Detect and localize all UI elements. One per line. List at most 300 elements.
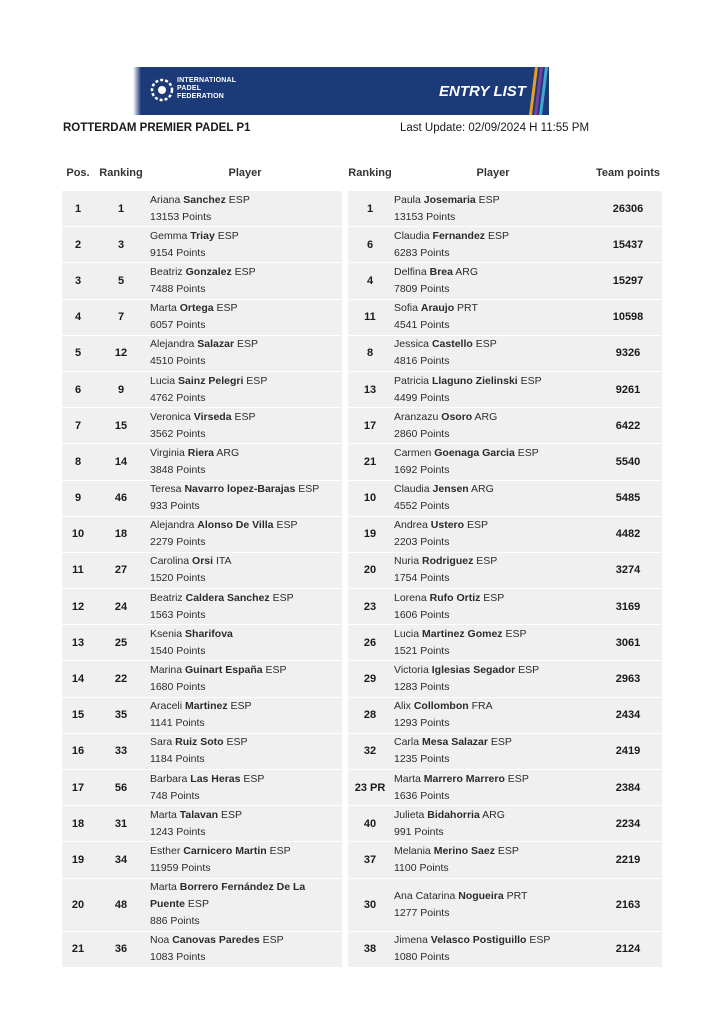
team-points-cell: 26306 <box>594 191 662 227</box>
player-name <box>394 517 594 534</box>
player-name <box>394 192 594 209</box>
table-header-row <box>62 156 662 191</box>
player-nationality: ESP <box>514 446 539 459</box>
ranking-cell: 1 <box>94 191 148 227</box>
player-nationality: ARG <box>452 265 479 278</box>
player-nationality: ESP <box>464 519 488 532</box>
player-cell <box>148 878 342 931</box>
player-points: 4762 Points <box>150 391 206 404</box>
player-first-name: Carla <box>394 736 423 749</box>
player-name <box>150 771 342 788</box>
ranking-cell: 6 <box>348 227 392 263</box>
ranking-cell: 38 <box>348 931 392 967</box>
ranking-cell: 4 <box>348 263 392 299</box>
player-nationality: ESP <box>487 736 512 749</box>
position-cell: 13 <box>62 625 94 661</box>
ranking-cell: 37 <box>348 842 392 878</box>
ranking-cell: 7 <box>94 299 148 335</box>
player-nationality: ARG <box>479 808 505 821</box>
table-row <box>62 371 662 407</box>
position-cell: 17 <box>62 770 94 806</box>
player-nationality: ESP <box>494 844 519 857</box>
player-first-name: Marta <box>150 881 180 894</box>
player-points: 2203 Points <box>394 536 450 549</box>
player-last-name: Martinez Gomez <box>422 627 503 640</box>
player-nationality: ARG <box>472 410 498 423</box>
ranking-cell: 21 <box>348 444 392 480</box>
player-name <box>394 807 594 824</box>
player-cell <box>148 806 342 842</box>
ranking-cell: 26 <box>348 625 392 661</box>
position-cell: 11 <box>62 552 94 588</box>
ranking-cell: 28 <box>348 697 392 733</box>
player-last-name: Ustero <box>430 519 465 532</box>
table-row <box>62 770 662 806</box>
player-cell <box>148 263 342 299</box>
player-cell <box>148 589 342 625</box>
player-points: 1293 Points <box>394 717 450 730</box>
player-name <box>150 264 342 281</box>
player-cell <box>148 842 342 878</box>
player-name <box>150 662 342 679</box>
player-name <box>150 445 342 462</box>
player-name <box>394 228 594 245</box>
player-first-name: Beatriz <box>150 591 186 604</box>
player-first-name: Lucia <box>394 627 423 640</box>
player-cell <box>148 408 342 444</box>
player-cell <box>148 480 342 516</box>
player-cell <box>392 552 594 588</box>
team-points-cell: 15297 <box>594 263 662 299</box>
player-points: 1100 Points <box>394 861 449 874</box>
player-first-name: Carmen <box>394 446 435 459</box>
player-points: 3848 Points <box>150 463 206 476</box>
player-nationality: ITA <box>213 555 232 568</box>
position-cell: 2 <box>62 227 94 263</box>
player-nationality: ESP <box>526 934 551 947</box>
player-nationality: ESP <box>485 229 509 242</box>
player-first-name: Gemma <box>150 229 191 242</box>
player-name <box>150 300 342 317</box>
ranking-cell: 34 <box>94 842 148 878</box>
player-cell <box>392 263 594 299</box>
player-points: 1283 Points <box>394 681 450 694</box>
player-last-name: Bidahorria <box>427 808 480 821</box>
player-points: 933 Points <box>150 500 200 513</box>
player-first-name: Aranzazu <box>394 410 442 423</box>
player-nationality: ESP <box>240 772 265 785</box>
col-player-2: Player <box>476 167 510 179</box>
entry-list-banner <box>133 67 549 115</box>
player-last-name: Collombon <box>413 700 469 713</box>
player-name <box>394 590 594 607</box>
team-points-cell: 4482 <box>594 516 662 552</box>
team-points-cell: 2384 <box>594 770 662 806</box>
ranking-cell: 24 <box>94 589 148 625</box>
ranking-cell: 13 <box>348 371 392 407</box>
player-points: 1540 Points <box>150 644 206 657</box>
padel-federation-logo-icon <box>149 76 175 104</box>
player-nationality: ESP <box>262 664 287 677</box>
player-cell <box>392 878 594 931</box>
team-points-cell: 3274 <box>594 552 662 588</box>
player-first-name: Esther <box>150 844 184 857</box>
ranking-cell: 46 <box>94 480 148 516</box>
player-nationality: ESP <box>243 374 268 387</box>
player-last-name: Virseda <box>193 410 232 423</box>
ranking-cell: 14 <box>94 444 148 480</box>
player-nationality: ESP <box>472 338 497 351</box>
player-last-name: Velasco Postiguillo <box>430 934 527 947</box>
player-last-name: Josemaria <box>423 193 476 206</box>
player-last-name: Riera <box>187 446 215 459</box>
player-nationality: ESP <box>259 934 284 947</box>
federation-line-2: PADEL <box>177 85 202 92</box>
player-first-name: Victoria <box>394 664 432 677</box>
player-first-name: Delfina <box>394 265 430 278</box>
player-name <box>394 843 594 860</box>
player-nationality: ESP <box>213 302 238 315</box>
player-points: 4541 Points <box>394 319 450 332</box>
last-update: Last Update: 02/09/2024 H 11:55 PM <box>400 122 590 134</box>
player-first-name: Marta <box>394 772 424 785</box>
ranking-cell: 48 <box>94 878 148 931</box>
table-row <box>62 842 662 878</box>
player-cell <box>392 589 594 625</box>
player-cell <box>148 335 342 371</box>
player-nationality: ESP <box>517 374 542 387</box>
player-last-name: Borrero Fernández De La Puente <box>150 881 306 911</box>
ranking-cell: 1 <box>348 191 392 227</box>
player-last-name: Goenaga Garcia <box>434 446 515 459</box>
ranking-cell: 32 <box>348 733 392 769</box>
position-cell: 4 <box>62 299 94 335</box>
position-cell: 6 <box>62 371 94 407</box>
position-cell: 1 <box>62 191 94 227</box>
position-cell: 5 <box>62 335 94 371</box>
player-cell <box>148 770 342 806</box>
player-first-name: Ariana <box>150 193 184 206</box>
player-points: 4499 Points <box>394 391 450 404</box>
team-points-cell: 5540 <box>594 444 662 480</box>
player-first-name: Claudia <box>394 229 433 242</box>
player-cell <box>392 661 594 697</box>
table-row <box>62 335 662 371</box>
table-row <box>62 806 662 842</box>
table-row <box>62 931 662 967</box>
player-nationality: ESP <box>231 265 256 278</box>
player-name <box>394 300 594 317</box>
player-name <box>150 807 342 824</box>
col-player-1: Player <box>228 167 262 179</box>
position-cell: 3 <box>62 263 94 299</box>
player-first-name: Ksenia <box>150 627 186 640</box>
player-points: 1083 Points <box>150 951 206 964</box>
team-points-cell: 3169 <box>594 589 662 625</box>
player-last-name: Orsi <box>192 555 214 568</box>
player-name <box>394 373 594 390</box>
player-nationality: ESP <box>295 483 320 496</box>
team-points-cell: 2219 <box>594 842 662 878</box>
player-cell <box>148 733 342 769</box>
team-points-cell: 2419 <box>594 733 662 769</box>
player-cell <box>392 371 594 407</box>
table-row <box>62 589 662 625</box>
team-points-cell: 2163 <box>594 878 662 931</box>
col-pos: Pos. <box>66 167 90 179</box>
federation-line-1: INTERNATIONAL <box>177 77 237 84</box>
team-points-cell: 9261 <box>594 371 662 407</box>
tournament-title: ROTTERDAM PREMIER PADEL P1 <box>63 122 251 134</box>
player-last-name: Caldera Sanchez <box>185 591 270 604</box>
player-points: 2279 Points <box>150 536 206 549</box>
player-last-name: Rodriguez <box>422 555 474 568</box>
player-nationality: ARG <box>214 446 240 459</box>
player-first-name: Alejandra <box>150 338 198 351</box>
player-cell <box>392 480 594 516</box>
team-points-cell: 2234 <box>594 806 662 842</box>
player-points: 4552 Points <box>394 500 450 513</box>
player-last-name: Llaguno Zielinski <box>431 374 518 387</box>
team-points-cell: 10598 <box>594 299 662 335</box>
player-points: 886 Points <box>150 915 200 928</box>
player-first-name: Andrea <box>394 519 431 532</box>
team-points-cell: 2963 <box>594 661 662 697</box>
player-first-name: Claudia <box>394 483 433 496</box>
player-last-name: Navarro lopez-Barajas <box>184 483 296 496</box>
ranking-cell: 31 <box>94 806 148 842</box>
player-name <box>394 888 594 905</box>
player-first-name: Patricia <box>394 374 432 387</box>
ranking-cell: 11 <box>348 299 392 335</box>
player-cell <box>148 227 342 263</box>
player-name <box>394 445 594 462</box>
player-nationality: ESP <box>214 229 239 242</box>
player-name <box>150 698 342 715</box>
player-last-name: Las Heras <box>190 772 241 785</box>
player-name <box>394 662 594 679</box>
player-name <box>150 409 342 426</box>
ranking-cell: 30 <box>348 878 392 931</box>
player-first-name: Sara <box>150 736 176 749</box>
player-first-name: Carolina <box>150 555 193 568</box>
player-first-name: Ana Catarina <box>394 889 459 902</box>
player-points: 7809 Points <box>394 282 450 295</box>
table-row <box>62 408 662 444</box>
ranking-cell: 23 PR <box>348 770 392 806</box>
player-first-name: Marina <box>150 664 186 677</box>
player-first-name: Marta <box>150 808 180 821</box>
player-first-name: Nuria <box>394 555 423 568</box>
ranking-cell: 35 <box>94 697 148 733</box>
player-first-name: Veronica <box>150 410 194 423</box>
player-name <box>150 843 342 860</box>
table-row <box>62 625 662 661</box>
player-points: 13153 Points <box>394 210 456 223</box>
player-points: 1080 Points <box>394 951 450 964</box>
player-cell <box>148 552 342 588</box>
player-nationality: ESP <box>231 410 256 423</box>
player-cell <box>392 733 594 769</box>
ranking-cell: 12 <box>94 335 148 371</box>
player-points: 1243 Points <box>150 825 206 838</box>
player-nationality: ARG <box>468 483 494 496</box>
player-last-name: Fernandez <box>432 229 486 242</box>
federation-name <box>177 77 236 101</box>
player-nationality: ESP <box>515 664 540 677</box>
player-first-name: Teresa <box>150 483 185 496</box>
player-points: 1636 Points <box>394 789 450 802</box>
player-name <box>150 932 342 949</box>
player-nationality: ESP <box>504 772 529 785</box>
player-nationality: ESP <box>185 898 209 911</box>
player-last-name: Ruiz Soto <box>175 736 224 749</box>
player-points: 1606 Points <box>394 608 450 621</box>
player-last-name: Merino Saez <box>433 844 495 857</box>
player-points: 7488 Points <box>150 282 206 295</box>
player-last-name: Osoro <box>441 410 473 423</box>
table-row <box>62 263 662 299</box>
player-points: 1680 Points <box>150 681 206 694</box>
player-last-name: Nogueira <box>458 889 504 902</box>
player-first-name: Alix <box>394 700 414 713</box>
player-nationality: ESP <box>502 627 527 640</box>
player-nationality: ESP <box>475 193 500 206</box>
position-cell: 12 <box>62 589 94 625</box>
player-nationality: ESP <box>218 808 243 821</box>
player-nationality: ESP <box>480 591 505 604</box>
team-points-cell: 2434 <box>594 697 662 733</box>
player-points: 1520 Points <box>150 572 206 585</box>
table-row <box>62 697 662 733</box>
team-points-cell: 2124 <box>594 931 662 967</box>
player-points: 1521 Points <box>394 644 450 657</box>
position-cell: 14 <box>62 661 94 697</box>
player-last-name: Sainz Pelegri <box>178 374 244 387</box>
player-points: 4816 Points <box>394 355 450 368</box>
player-name <box>150 192 342 209</box>
player-first-name: Barbara <box>150 772 191 785</box>
player-points: 3562 Points <box>150 427 206 440</box>
player-cell <box>392 625 594 661</box>
table-row <box>62 733 662 769</box>
position-cell: 9 <box>62 480 94 516</box>
player-last-name: Talavan <box>179 808 219 821</box>
player-name <box>394 481 594 498</box>
player-cell <box>148 444 342 480</box>
team-points-cell: 15437 <box>594 227 662 263</box>
player-cell <box>148 299 342 335</box>
player-last-name: Jensen <box>432 483 469 496</box>
table-row <box>62 299 662 335</box>
position-cell: 16 <box>62 733 94 769</box>
player-name <box>150 626 342 643</box>
table-row <box>62 227 662 263</box>
ranking-cell: 3 <box>94 227 148 263</box>
player-cell <box>392 697 594 733</box>
player-last-name: Sharifova <box>185 627 233 640</box>
player-last-name: Guinart España <box>185 664 263 677</box>
player-nationality: ESP <box>273 519 298 532</box>
player-points: 6283 Points <box>394 246 450 259</box>
player-first-name: Virginia <box>150 446 188 459</box>
player-last-name: Brea <box>429 265 453 278</box>
player-cell <box>148 661 342 697</box>
player-cell <box>392 444 594 480</box>
player-first-name: Melania <box>394 844 434 857</box>
col-ranking-2: Ranking <box>348 167 392 179</box>
player-name <box>150 553 342 570</box>
player-nationality: ESP <box>225 193 250 206</box>
player-name <box>394 932 594 949</box>
ranking-cell: 20 <box>348 552 392 588</box>
color-stripes-decoration <box>525 67 549 115</box>
player-last-name: Castello <box>431 338 473 351</box>
player-last-name: Triay <box>190 229 215 242</box>
player-name <box>394 626 594 643</box>
player-cell <box>392 335 594 371</box>
entry-list-table <box>62 156 662 967</box>
ranking-cell: 56 <box>94 770 148 806</box>
ranking-cell: 19 <box>348 516 392 552</box>
player-last-name: Marrero Marrero <box>423 772 505 785</box>
player-name <box>150 228 342 245</box>
team-points-cell: 9326 <box>594 335 662 371</box>
ranking-cell: 22 <box>94 661 148 697</box>
player-first-name: Julieta <box>394 808 428 821</box>
position-cell: 19 <box>62 842 94 878</box>
table-row <box>62 552 662 588</box>
table-row <box>62 191 662 227</box>
position-cell: 21 <box>62 931 94 967</box>
player-last-name: Martinez <box>185 700 228 713</box>
ranking-cell: 25 <box>94 625 148 661</box>
player-first-name: Noa <box>150 934 173 947</box>
player-points: 4510 Points <box>150 355 206 368</box>
player-cell <box>392 931 594 967</box>
player-cell <box>148 516 342 552</box>
team-points-cell: 6422 <box>594 408 662 444</box>
table-row <box>62 516 662 552</box>
table-row <box>62 480 662 516</box>
player-name <box>394 734 594 751</box>
ranking-cell: 27 <box>94 552 148 588</box>
ranking-cell: 23 <box>348 589 392 625</box>
player-points: 1754 Points <box>394 572 450 585</box>
player-last-name: Salazar <box>197 338 235 351</box>
player-first-name: Lorena <box>394 591 430 604</box>
player-last-name: Alonso De Villa <box>197 519 274 532</box>
position-cell: 15 <box>62 697 94 733</box>
player-last-name: Gonzalez <box>185 265 232 278</box>
position-cell: 8 <box>62 444 94 480</box>
ranking-cell: 10 <box>348 480 392 516</box>
player-cell <box>392 227 594 263</box>
player-cell <box>392 299 594 335</box>
player-points: 1184 Points <box>150 753 205 766</box>
ranking-cell: 5 <box>94 263 148 299</box>
ranking-cell: 8 <box>348 335 392 371</box>
table-row <box>62 444 662 480</box>
player-points: 6057 Points <box>150 319 206 332</box>
ranking-cell: 15 <box>94 408 148 444</box>
player-nationality: ESP <box>234 338 258 351</box>
team-points-cell: 3061 <box>594 625 662 661</box>
federation-line-3: FEDERATION <box>177 93 224 100</box>
ranking-cell: 29 <box>348 661 392 697</box>
player-name <box>150 481 342 498</box>
player-points: 11959 Points <box>150 861 211 874</box>
